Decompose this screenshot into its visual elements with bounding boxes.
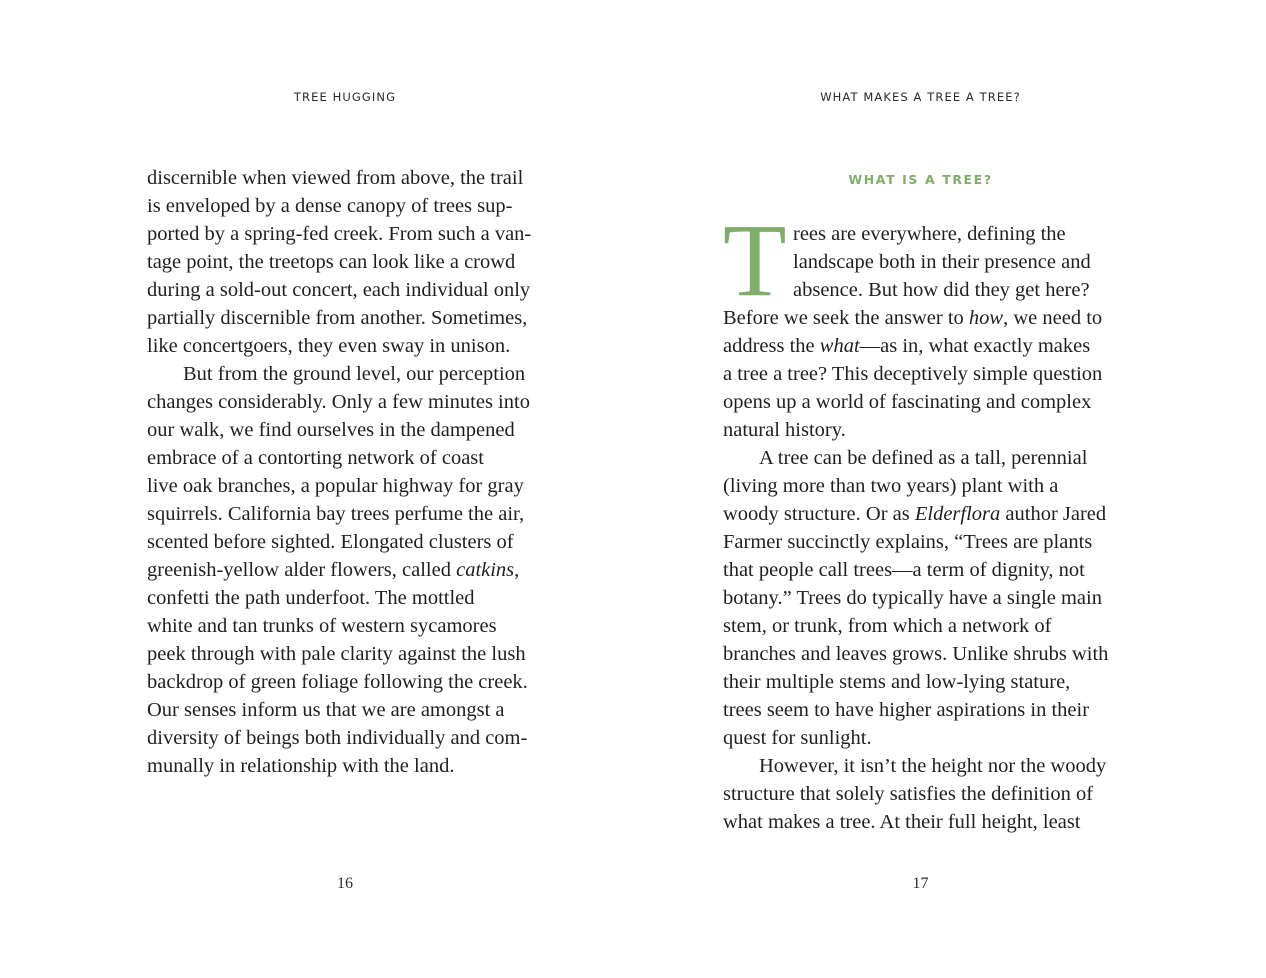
text-segment: greenish-yellow alder flowers, called <box>147 559 457 581</box>
text-line: during a sold-out concert, each individual only <box>147 279 531 301</box>
text-line: natural history. <box>723 419 846 441</box>
text-line: scented before sighted. Elongated clusters of <box>147 531 514 553</box>
text-line: stem, or trunk, from which a network of <box>723 615 1052 637</box>
text-line: changes considerably. Only a few minutes into <box>147 391 530 413</box>
text-line: what makes a tree. At their full height, least <box>723 811 1081 833</box>
text-line: squirrels. California bay trees perfume the air, <box>147 503 525 525</box>
drop-cap: T <box>723 203 787 318</box>
text-segment: Before we seek the answer to <box>723 307 969 329</box>
text-line <box>723 332 1123 360</box>
page-number-left: 16 <box>337 875 353 892</box>
text-line: is enveloped by a dense canopy of trees sup- <box>147 195 513 217</box>
text-line: branches and leaves grows. Unlike shrubs with <box>723 643 1109 665</box>
text-line: quest for sunlight. <box>723 727 872 749</box>
text-line: white and tan trunks of western sycamores <box>147 615 497 637</box>
text-line: like concertgoers, they even sway in unison. <box>147 335 511 357</box>
text-segment: —as in, what exactly makes <box>859 335 1091 357</box>
text-line: their multiple stems and low-lying stature, <box>723 671 1071 693</box>
text-line: Our senses inform us that we are amongst a <box>147 699 505 721</box>
text-segment: author Jared <box>1000 503 1107 525</box>
text-line: discernible when viewed from above, the trail <box>147 167 524 189</box>
text-segment: , we need to <box>1003 307 1103 329</box>
text-line: munally in relationship with the land. <box>147 755 455 777</box>
text-line: a tree a tree? This deceptively simple question <box>723 363 1103 385</box>
text-line: tage point, the treetops can look like a crowd <box>147 251 516 273</box>
text-line: confetti the path underfoot. The mottled <box>147 587 475 609</box>
text-line: backdrop of green foliage following the creek. <box>147 671 528 693</box>
text-line: our walk, we find ourselves in the dampened <box>147 419 515 441</box>
running-head-right: WHAT MAKES A TREE A TREE? <box>820 90 1021 104</box>
running-head-left: TREE HUGGING <box>293 90 397 104</box>
section-heading: WHAT IS A TREE? <box>848 172 993 187</box>
text-line: peek through with pale clarity against the lush <box>147 643 526 665</box>
text-line: ported by a spring-fed creek. From such a van- <box>147 223 532 245</box>
text-line <box>723 500 1123 528</box>
text-line: botany.” Trees do typically have a single main <box>723 587 1102 609</box>
italic-term: Elderflora <box>914 503 1001 525</box>
text-line: that people call trees—a term of dignity, not <box>723 559 1085 581</box>
text-segment: , <box>514 559 520 581</box>
paragraph-start-line: But from the ground level, our perception <box>183 363 526 385</box>
text-line: (living more than two years) plant with a <box>723 475 1059 497</box>
italic-term: what <box>819 335 860 357</box>
text-line: structure that solely satisfies the definition of <box>723 783 1094 805</box>
text-line: embrace of a contorting network of coast <box>147 447 484 469</box>
paragraph-start-line: However, it isn’t the height nor the woody <box>759 755 1107 777</box>
italic-term: catkins <box>456 559 515 581</box>
text-line: landscape both in their presence and <box>793 251 1091 273</box>
text-segment: woody structure. Or as <box>723 503 915 525</box>
text-line: Farmer succinctly explains, “Trees are plants <box>723 531 1093 553</box>
text-line: rees are everywhere, defining the <box>793 223 1066 245</box>
text-line <box>147 556 547 584</box>
text-line: live oak branches, a popular highway for gray <box>147 475 524 497</box>
text-line: trees seem to have higher aspirations in their <box>723 699 1090 721</box>
text-segment: address the <box>723 335 820 357</box>
text-line: partially discernible from another. Sometimes, <box>147 307 528 329</box>
right-body-text <box>723 203 1123 836</box>
page-number-right: 17 <box>912 875 929 892</box>
text-line: diversity of beings both individually and com- <box>147 727 528 749</box>
text-line: absence. But how did they get here? <box>793 279 1090 301</box>
text-line: opens up a world of fascinating and complex <box>723 391 1092 413</box>
left-body-text <box>147 164 547 780</box>
italic-term: how <box>968 307 1004 329</box>
paragraph-start-line: A tree can be defined as a tall, perennial <box>759 447 1088 469</box>
text-line <box>723 304 1123 332</box>
right-page <box>633 0 1266 978</box>
